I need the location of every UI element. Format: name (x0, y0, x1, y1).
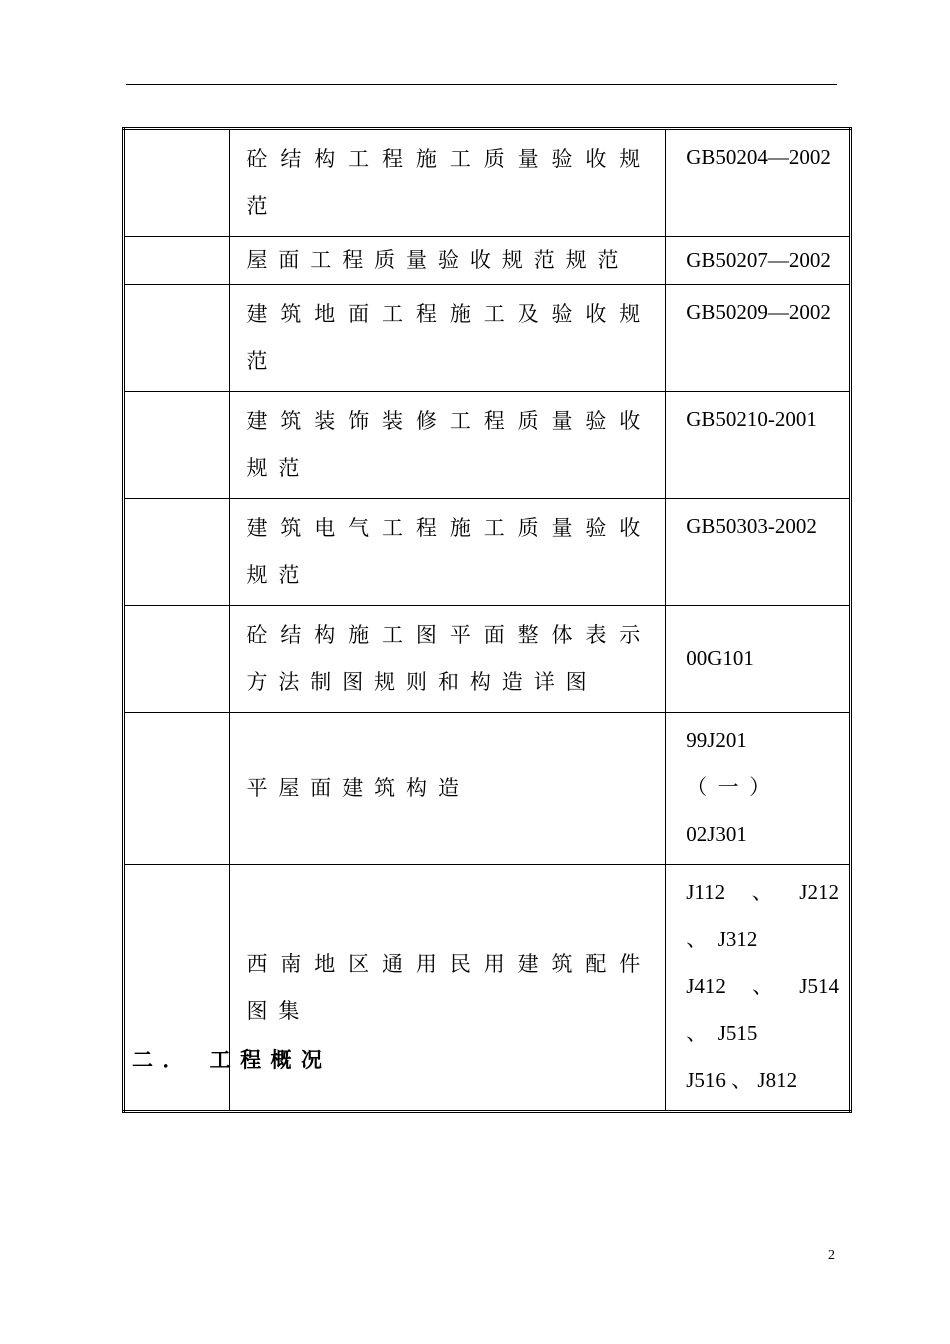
standard-code: J112 (686, 880, 726, 904)
standard-code: （一） (686, 775, 781, 799)
standard-code: GB50210-2001 (686, 407, 817, 431)
standard-code: 99J201 (686, 728, 747, 752)
standard-name-cell: 建筑装饰装修工程质量验收规范 (230, 392, 666, 499)
standard-code: J515 (717, 1021, 758, 1045)
standard-code: J312 (717, 927, 758, 951)
separator: 、 (751, 880, 773, 904)
section-title: 二． 工程概况 (132, 1048, 332, 1072)
index-cell (124, 392, 230, 499)
standard-code: J812 (757, 1068, 798, 1092)
table-row (124, 237, 851, 285)
index-cell (124, 865, 230, 1112)
header-rule (126, 84, 837, 85)
standard-code-cell (666, 713, 851, 865)
index-cell (124, 606, 230, 713)
standard-name-cell: 建筑地面工程施工及验收规范 (230, 285, 666, 392)
standard-name-cell: 平屋面建筑构造 (230, 713, 666, 865)
standard-code: J212 (799, 880, 839, 904)
separator: 、 (752, 974, 774, 998)
standard-code-cell (666, 129, 851, 237)
standards-table (122, 127, 852, 1113)
standard-code-cell (666, 285, 851, 392)
standard-code: GB50209—2002 (686, 300, 831, 324)
index-cell (124, 285, 230, 392)
page-number: 2 (828, 1248, 835, 1263)
table-row (124, 865, 851, 1112)
standard-name-cell: 砼结构施工图平面整体表示方法制图规则和构造详图 (230, 606, 666, 713)
standard-name-cell: 屋面工程质量验收规范规范 (230, 237, 666, 285)
standard-code: GB50207—2002 (686, 248, 831, 272)
standard-code: GB50303-2002 (686, 514, 817, 538)
separator: 、 (731, 1068, 753, 1092)
index-cell (124, 713, 230, 865)
standard-code: 00G101 (686, 645, 754, 670)
index-cell (124, 499, 230, 606)
standard-name-cell: 西南地区通用民用建筑配件图集 (230, 865, 666, 1112)
standard-name-cell: 砼结构工程施工质量验收规范 (230, 129, 666, 237)
standard-code-cell (666, 499, 851, 606)
table-row (124, 129, 851, 237)
standard-code: J412 (686, 974, 726, 998)
standard-code: 02J301 (686, 822, 747, 846)
standard-code: J514 (799, 974, 839, 998)
index-cell (124, 237, 230, 285)
table-row (124, 285, 851, 392)
table-row (124, 499, 851, 606)
table-row (124, 713, 851, 865)
standard-code: GB50204—2002 (686, 145, 831, 169)
standard-code: J516 (686, 1068, 726, 1092)
separator: 、 (686, 927, 708, 951)
table-row (124, 392, 851, 499)
table-row (124, 606, 851, 713)
separator: 、 (686, 1021, 708, 1045)
standard-code-cell (666, 865, 851, 1112)
standard-name-cell: 建筑电气工程施工质量验收规范 (230, 499, 666, 606)
index-cell (124, 129, 230, 237)
standard-code-cell (666, 237, 851, 285)
standard-code-cell (666, 392, 851, 499)
standard-code-cell (666, 606, 851, 713)
